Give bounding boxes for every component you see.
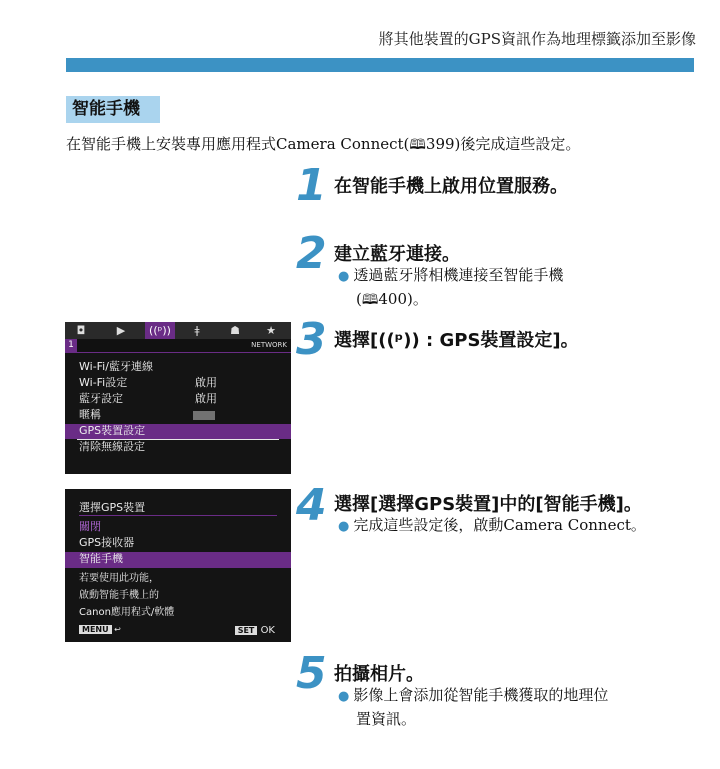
option-gps-receiver[interactable]: GPS接收器 [79,536,135,549]
intro-after: )後完成這些設定。 [454,135,581,153]
bullet-dot-icon: ● [338,519,350,534]
nickname-value-blurred [193,411,215,420]
shooting-tab-icon[interactable]: ◘ [76,324,86,337]
ok-label: OK [260,625,275,636]
menu-item-wifi-bluetooth[interactable]: Wi-Fi/藍牙連線 [79,360,153,373]
step-bullet: ● 影像上會添加從智能手機獲取的地理位 置資訊。 [338,686,609,728]
camera-screen-network-menu [65,322,291,474]
camera-screen-select-gps-device [65,489,291,642]
header-bar [66,58,694,72]
menu-item-gps-device-settings[interactable]: GPS裝置設定 [79,424,146,437]
menu-item-nickname[interactable]: 暱稱 [79,408,101,421]
header-title: 將其他裝置的GPS資訊作為地理標籤添加至影像 [378,30,696,48]
back-icon: ↩ [114,625,121,634]
book-icon: 🕮 [361,292,379,308]
playback-tab-icon[interactable]: ▶ [116,324,126,337]
menu-back-button[interactable] [79,625,121,634]
step-number: 4 [296,480,327,531]
step-number: 3 [296,314,327,365]
menu-page-number: 1 [65,339,77,352]
step-number: 1 [296,160,327,211]
step-title: 拍攝相片。 [334,664,424,685]
menu-item-bluetooth-settings[interactable]: 藍牙設定 [79,392,123,405]
book-icon: 🕮 [409,137,426,153]
menu-key: MENU [79,625,112,634]
menu-item-wifi-settings[interactable]: Wi-Fi設定 [79,376,128,389]
note-line: Canon應用程式/軟體 [79,607,175,618]
note-line: 啟動智能手機上的 [79,590,159,601]
bullet-dot-icon: ● [338,689,350,704]
option-off[interactable]: 關閉 [79,520,101,533]
step-bullet: ● 完成這些設定後，啟動Camera Connect。 [338,516,646,534]
step-title: 建立藍牙連接。 [334,244,460,265]
title-divider [79,515,277,516]
note-line: 若要使用此功能， [79,573,159,584]
menu-tab-bar [65,322,291,339]
step-title: 選擇[選擇GPS裝置]中的[智能手機]。 [334,494,642,515]
set-ok-button[interactable] [235,625,275,636]
step-bullet: ● 透過藍牙將相機連接至智能手機 (🕮400)。 [338,264,698,311]
step-number: 2 [296,228,327,279]
step-title: 在智能手機上啟用位置服務。 [334,176,568,197]
wireless-tab-icon[interactable]: ((ᵖ)) [145,322,175,339]
setup-tab-icon[interactable]: ǂ [194,324,200,337]
option-smartphone[interactable]: 智能手機 [79,552,123,565]
menu-item-clear-wireless[interactable]: 清除無線設定 [79,440,145,453]
wifi-settings-value: 啟用 [195,376,217,389]
intro-text [66,133,706,158]
custom-tab-icon[interactable]: ☗ [230,324,240,337]
bullet-dot-icon: ● [338,269,350,284]
screen-title: 選擇GPS裝置 [79,501,146,514]
step-number: 5 [296,648,327,699]
step-title: 選擇[((ᵖ)) : GPS裝置設定]。 [334,330,579,351]
section-tag: 智能手機 [66,96,160,123]
network-label: NETWORK [251,341,287,349]
my-menu-tab-icon[interactable]: ★ [266,324,276,337]
intro-page: 399 [425,135,455,153]
intro-before: 在智能手機上安裝專用應用程式Camera Connect( [66,135,410,153]
set-key: SET [235,626,258,635]
bluetooth-settings-value: 啟用 [195,392,217,405]
